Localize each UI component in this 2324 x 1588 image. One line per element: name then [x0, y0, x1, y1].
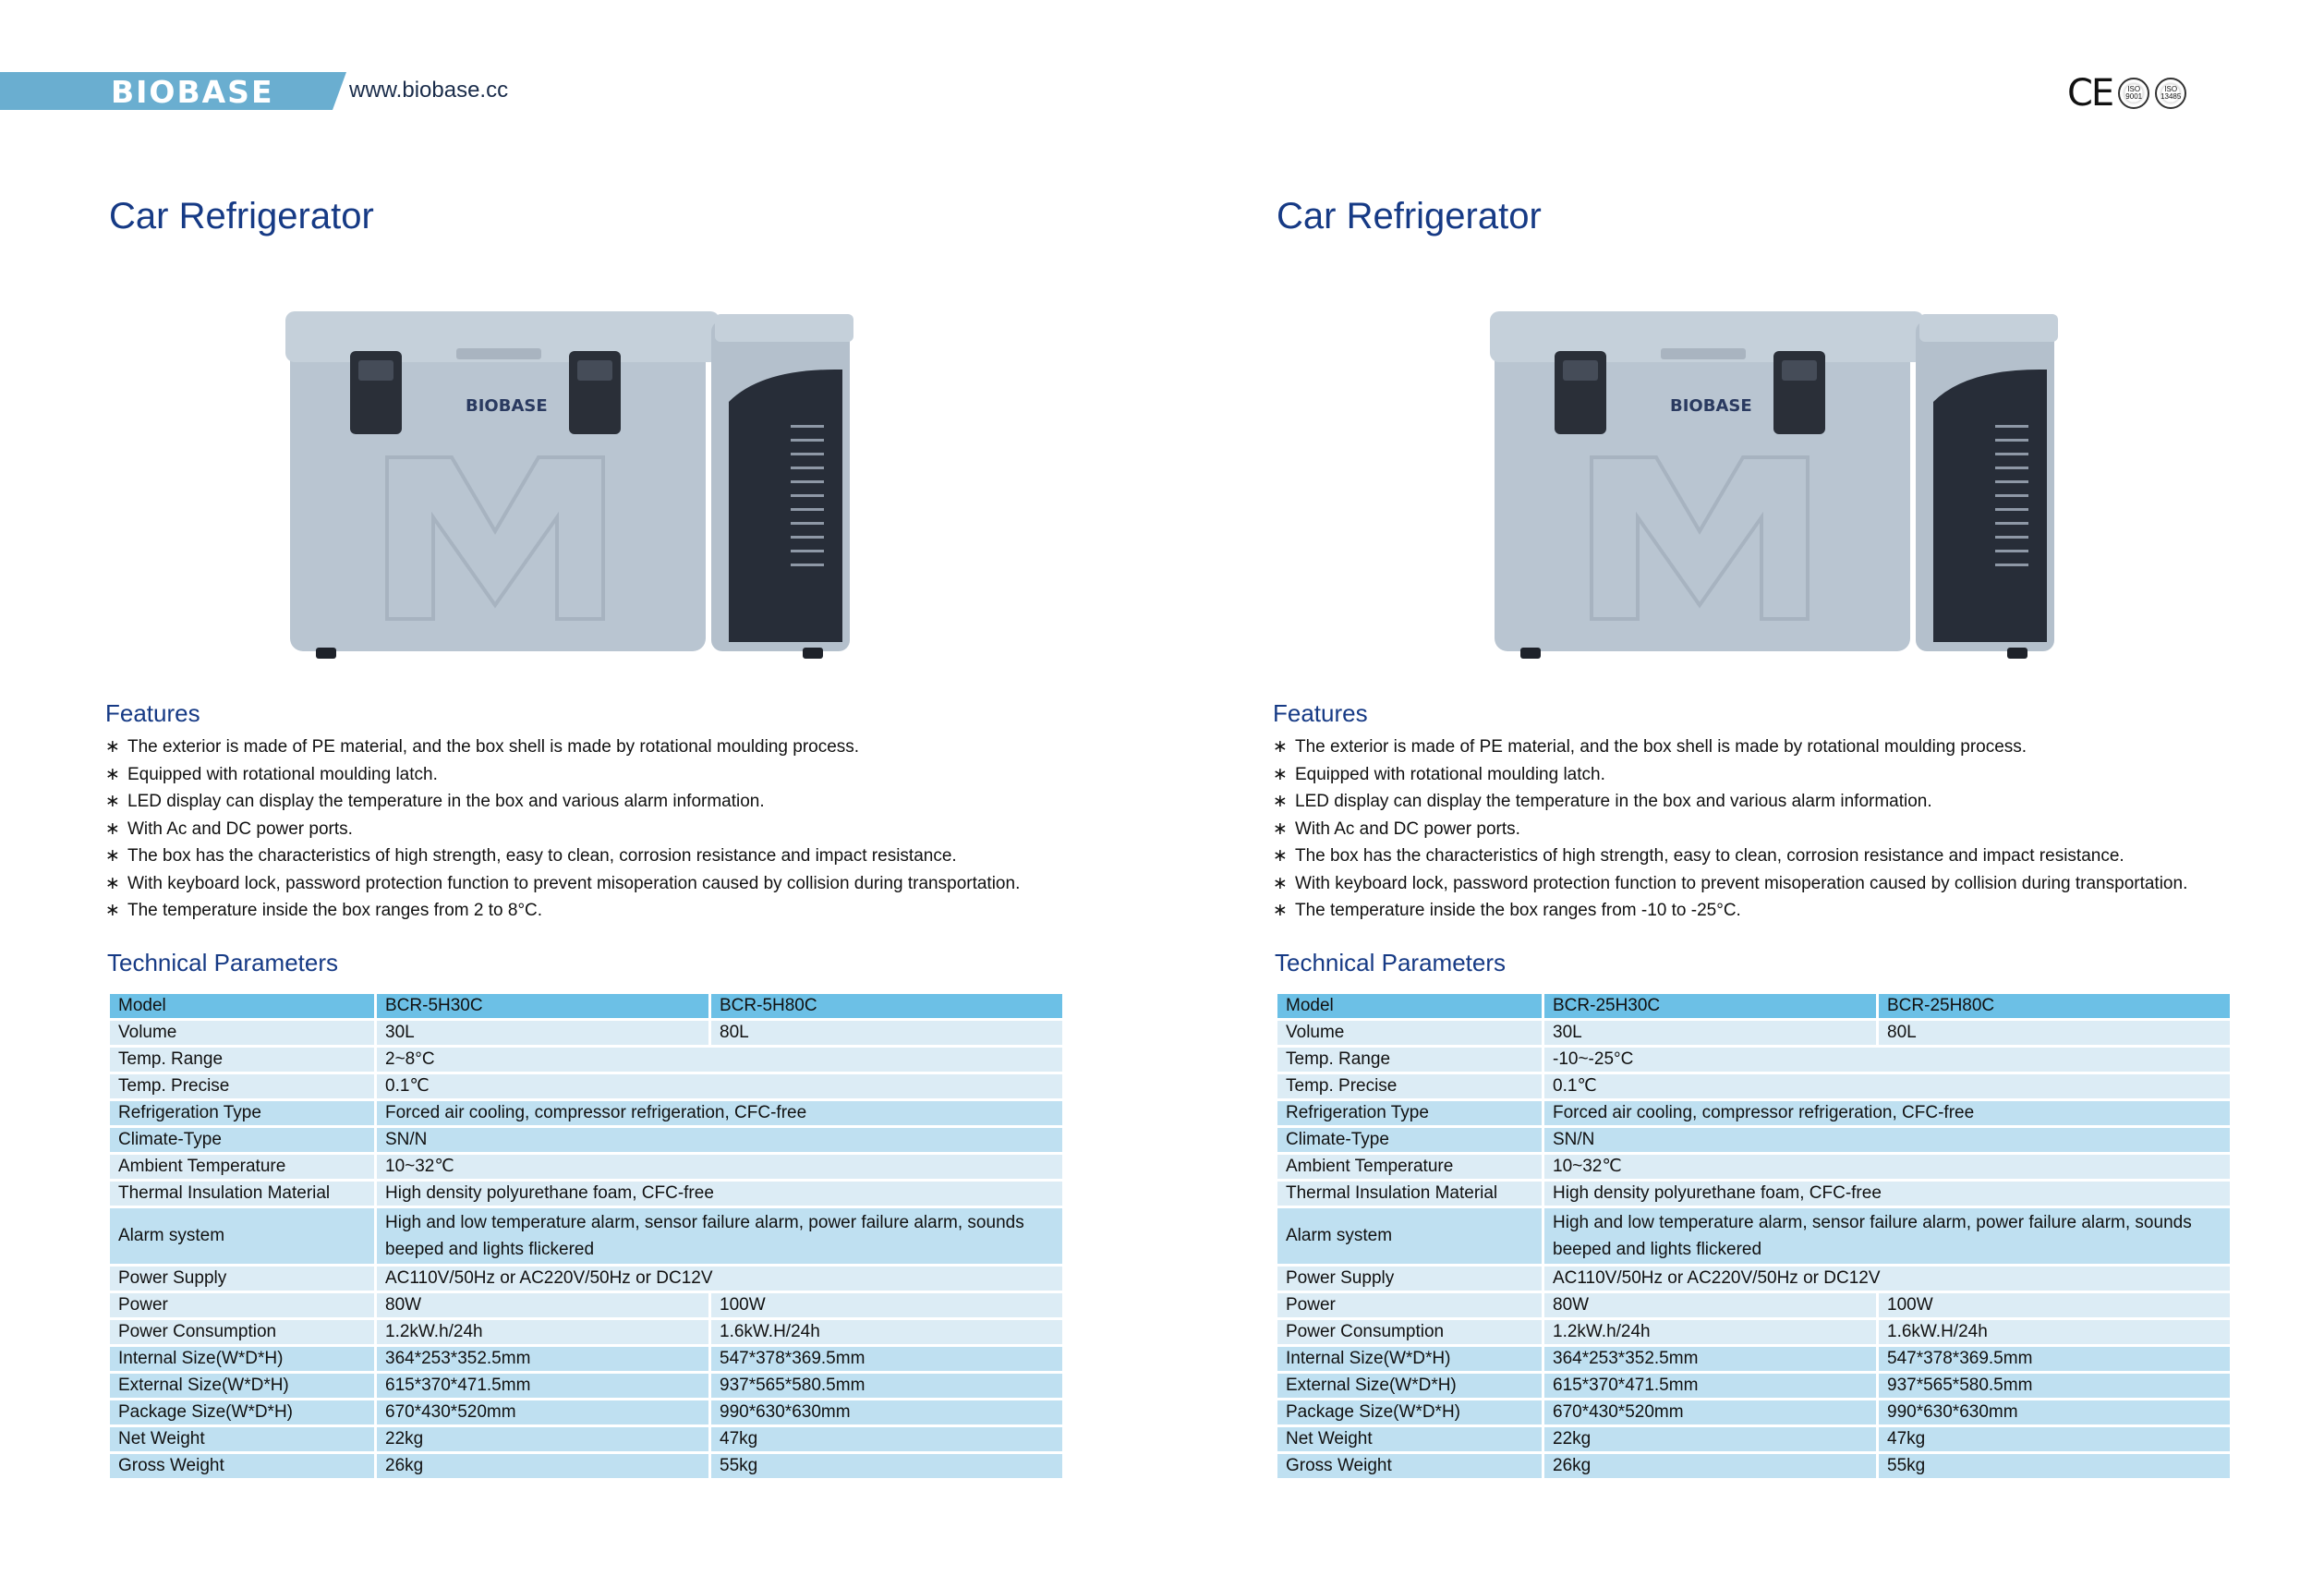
param-value: Forced air cooling, compressor refrigeration, CFC-free — [1544, 1101, 2230, 1125]
table-row-power-supply — [110, 1267, 1062, 1291]
asterisk-bullet-icon: ∗ — [105, 873, 120, 893]
table-row-temp-range — [1277, 1048, 2230, 1072]
table-row-climate-type — [1277, 1128, 2230, 1152]
param-value: BCR-25H80C — [1879, 994, 2230, 1018]
param-value: 100W — [1879, 1293, 2230, 1317]
param-label: Volume — [110, 1021, 374, 1045]
table-row-power-consumption — [110, 1320, 1062, 1344]
table-row-external-size — [1277, 1374, 2230, 1398]
asterisk-bullet-icon: ∗ — [105, 846, 120, 866]
param-value: 364*253*352.5mm — [1544, 1347, 1876, 1371]
table-row-net-weight — [1277, 1427, 2230, 1451]
table-row-gross-weight — [110, 1454, 1062, 1478]
param-value: 47kg — [711, 1427, 1062, 1451]
table-row-refrigeration-type — [110, 1101, 1062, 1125]
param-label: Package Size(W*D*H) — [110, 1400, 374, 1424]
product-brand-label: BIOBASE — [466, 396, 548, 416]
param-label: Alarm system — [110, 1208, 374, 1264]
param-value: 1.6kW.H/24h — [1879, 1320, 2230, 1344]
param-value: 2~8°C — [377, 1048, 1062, 1072]
table-row-power — [1277, 1293, 2230, 1317]
feature-item: ∗ The box has the characteristics of high strength, easy to clean, corrosion resistance and impact resistance. — [1273, 842, 2187, 870]
table-row-insulation — [110, 1182, 1062, 1206]
table-row-package-size — [110, 1400, 1062, 1424]
param-label: Power Supply — [1277, 1267, 1542, 1291]
param-label: Volume — [1277, 1021, 1542, 1045]
feature-item: ∗ With Ac and DC power ports. — [105, 816, 1020, 843]
asterisk-bullet-icon: ∗ — [1273, 901, 1288, 920]
param-value: SN/N — [1544, 1128, 2230, 1152]
asterisk-bullet-icon: ∗ — [105, 818, 120, 839]
table-row-model — [110, 994, 1062, 1018]
param-value: BCR-5H80C — [711, 994, 1062, 1018]
param-label: Climate-Type — [110, 1128, 374, 1152]
table-row-temp-precise — [110, 1074, 1062, 1098]
param-value: 0.1℃ — [377, 1074, 1062, 1098]
features-heading: Features — [105, 699, 200, 727]
table-row-power — [110, 1293, 1062, 1317]
param-label: Internal Size(W*D*H) — [1277, 1347, 1542, 1371]
param-label: Package Size(W*D*H) — [1277, 1400, 1542, 1424]
brand-logo: BIOBASE — [111, 74, 274, 110]
param-value: 0.1℃ — [1544, 1074, 2230, 1098]
param-value: 1.2kW.h/24h — [1544, 1320, 1876, 1344]
technical-parameters-heading: Technical Parameters — [107, 949, 338, 976]
param-label: Model — [1277, 994, 1542, 1018]
param-label: Ambient Temperature — [110, 1155, 374, 1179]
iso-9001-seal-icon: ISO 9001 — [2118, 78, 2149, 109]
asterisk-bullet-icon: ∗ — [1273, 818, 1288, 839]
param-value: 990*630*630mm — [1879, 1400, 2230, 1424]
technical-parameters-table — [1275, 991, 2233, 1481]
asterisk-bullet-icon: ∗ — [1273, 792, 1288, 811]
table-row-net-weight — [110, 1427, 1062, 1451]
param-label: External Size(W*D*H) — [1277, 1374, 1542, 1398]
param-value: 670*430*520mm — [377, 1400, 708, 1424]
param-value: 80L — [1879, 1021, 2230, 1045]
param-label: Internal Size(W*D*H) — [110, 1347, 374, 1371]
param-value: 80W — [1544, 1293, 1876, 1317]
param-value: 26kg — [377, 1454, 708, 1478]
param-value: 55kg — [1879, 1454, 2230, 1478]
param-value: -10~-25°C — [1544, 1048, 2230, 1072]
feature-item: ∗ With keyboard lock, password protection function to prevent misoperation caused by collision during transportation. — [105, 870, 1020, 898]
param-label: Temp. Range — [1277, 1048, 1542, 1072]
param-value: 937*565*580.5mm — [1879, 1374, 2230, 1398]
feature-item: ∗ The temperature inside the box ranges from -10 to -25°C. — [1273, 897, 2187, 925]
param-label: External Size(W*D*H) — [110, 1374, 374, 1398]
feature-item: ∗ The box has the characteristics of high strength, easy to clean, corrosion resistance and impact resistance. — [105, 842, 1020, 870]
param-value: AC110V/50Hz or AC220V/50Hz or DC12V — [1544, 1267, 2230, 1291]
param-value: 55kg — [711, 1454, 1062, 1478]
param-value: 22kg — [1544, 1427, 1876, 1451]
param-label: Temp. Range — [110, 1048, 374, 1072]
asterisk-bullet-icon: ∗ — [105, 901, 120, 920]
website-url: www.biobase.cc — [349, 78, 509, 103]
param-label: Net Weight — [1277, 1427, 1542, 1451]
param-value: AC110V/50Hz or AC220V/50Hz or DC12V — [377, 1267, 1062, 1291]
param-label: Temp. Precise — [110, 1074, 374, 1098]
feature-item: ∗ Equipped with rotational moulding latch. — [105, 761, 1020, 789]
param-value: 80W — [377, 1293, 708, 1317]
features-list — [1273, 733, 2187, 925]
param-label: Alarm system — [1277, 1208, 1542, 1264]
asterisk-bullet-icon: ∗ — [1273, 737, 1288, 757]
certification-marks — [2067, 72, 2186, 115]
param-label: Refrigeration Type — [1277, 1101, 1542, 1125]
feature-item: ∗ LED display can display the temperature in the box and various alarm information. — [1273, 788, 2187, 816]
table-row-volume — [1277, 1021, 2230, 1045]
param-value: 364*253*352.5mm — [377, 1347, 708, 1371]
param-value: Forced air cooling, compressor refrigeration, CFC-free — [377, 1101, 1062, 1125]
feature-item: ∗ Equipped with rotational moulding latch. — [1273, 761, 2187, 789]
table-row-insulation — [1277, 1182, 2230, 1206]
param-value: 47kg — [1879, 1427, 2230, 1451]
param-label: Power — [110, 1293, 374, 1317]
param-value: BCR-25H30C — [1544, 994, 1876, 1018]
param-value: High density polyurethane foam, CFC-free — [1544, 1182, 2230, 1206]
feature-item: ∗ The temperature inside the box ranges from 2 to 8°C. — [105, 897, 1020, 925]
param-value: 22kg — [377, 1427, 708, 1451]
param-value: High density polyurethane foam, CFC-free — [377, 1182, 1062, 1206]
param-label: Temp. Precise — [1277, 1074, 1542, 1098]
ce-mark-icon: CE — [2067, 72, 2113, 115]
features-heading: Features — [1273, 699, 1368, 727]
asterisk-bullet-icon: ∗ — [1273, 873, 1288, 893]
param-label: Ambient Temperature — [1277, 1155, 1542, 1179]
asterisk-bullet-icon: ∗ — [1273, 764, 1288, 784]
param-label: Model — [110, 994, 374, 1018]
table-row-power-supply — [1277, 1267, 2230, 1291]
param-value: High and low temperature alarm, sensor failure alarm, power failure alarm, sounds beeped and lights flickered — [1544, 1208, 2230, 1264]
iso-13485-seal-icon: ISO 13485 — [2155, 78, 2186, 109]
param-value: 1.6kW.H/24h — [711, 1320, 1062, 1344]
technical-parameters-table — [107, 991, 1065, 1481]
asterisk-bullet-icon: ∗ — [105, 737, 120, 757]
page-title: Car Refrigerator — [109, 196, 374, 236]
param-value: 26kg — [1544, 1454, 1876, 1478]
param-value: 10~32℃ — [377, 1155, 1062, 1179]
table-row-ambient-temperature — [110, 1155, 1062, 1179]
asterisk-bullet-icon: ∗ — [105, 792, 120, 811]
technical-parameters-heading: Technical Parameters — [1275, 949, 1506, 976]
table-row-alarm-system — [110, 1208, 1062, 1264]
param-value: 615*370*471.5mm — [1544, 1374, 1876, 1398]
table-row-package-size — [1277, 1400, 2230, 1424]
param-value: BCR-5H30C — [377, 994, 708, 1018]
param-value: 30L — [377, 1021, 708, 1045]
feature-item: ∗ With keyboard lock, password protection function to prevent misoperation caused by collision during transportation. — [1273, 870, 2187, 898]
param-label: Thermal Insulation Material — [1277, 1182, 1542, 1206]
param-value: 10~32℃ — [1544, 1155, 2230, 1179]
product-brand-label: BIOBASE — [1670, 396, 1752, 416]
param-value: 990*630*630mm — [711, 1400, 1062, 1424]
param-value: 615*370*471.5mm — [377, 1374, 708, 1398]
param-value: 937*565*580.5mm — [711, 1374, 1062, 1398]
table-row-external-size — [110, 1374, 1062, 1398]
table-row-climate-type — [110, 1128, 1062, 1152]
param-label: Power Supply — [110, 1267, 374, 1291]
param-label: Power Consumption — [1277, 1320, 1542, 1344]
param-label: Gross Weight — [110, 1454, 374, 1478]
param-value: 80L — [711, 1021, 1062, 1045]
param-value: High and low temperature alarm, sensor failure alarm, power failure alarm, sounds beeped and lights flickered — [377, 1208, 1062, 1264]
table-row-temp-range — [110, 1048, 1062, 1072]
table-row-refrigeration-type — [1277, 1101, 2230, 1125]
table-row-alarm-system — [1277, 1208, 2230, 1264]
table-row-ambient-temperature — [1277, 1155, 2230, 1179]
param-value: 547*378*369.5mm — [711, 1347, 1062, 1371]
param-label: Power Consumption — [110, 1320, 374, 1344]
param-value: 670*430*520mm — [1544, 1400, 1876, 1424]
param-value: 547*378*369.5mm — [1879, 1347, 2230, 1371]
param-value: 30L — [1544, 1021, 1876, 1045]
table-row-power-consumption — [1277, 1320, 2230, 1344]
param-value: SN/N — [377, 1128, 1062, 1152]
features-list — [105, 733, 1020, 925]
product-photo — [1485, 309, 2076, 670]
param-label: Power — [1277, 1293, 1542, 1317]
param-label: Gross Weight — [1277, 1454, 1542, 1478]
table-row-model — [1277, 994, 2230, 1018]
feature-item: ∗ The exterior is made of PE material, and the box shell is made by rotational moulding process. — [1273, 733, 2187, 761]
product-photo — [281, 309, 872, 670]
asterisk-bullet-icon: ∗ — [1273, 846, 1288, 866]
feature-item: ∗ The exterior is made of PE material, and the box shell is made by rotational moulding process. — [105, 733, 1020, 761]
param-label: Climate-Type — [1277, 1128, 1542, 1152]
table-row-gross-weight — [1277, 1454, 2230, 1478]
feature-item: ∗ With Ac and DC power ports. — [1273, 816, 2187, 843]
asterisk-bullet-icon: ∗ — [105, 764, 120, 784]
param-label: Refrigeration Type — [110, 1101, 374, 1125]
param-label: Net Weight — [110, 1427, 374, 1451]
table-row-volume — [110, 1021, 1062, 1045]
param-value: 100W — [711, 1293, 1062, 1317]
feature-item: ∗ LED display can display the temperature in the box and various alarm information. — [105, 788, 1020, 816]
param-value: 1.2kW.h/24h — [377, 1320, 708, 1344]
table-row-internal-size — [110, 1347, 1062, 1371]
page-title: Car Refrigerator — [1277, 196, 1542, 236]
table-row-temp-precise — [1277, 1074, 2230, 1098]
table-row-internal-size — [1277, 1347, 2230, 1371]
param-label: Thermal Insulation Material — [110, 1182, 374, 1206]
